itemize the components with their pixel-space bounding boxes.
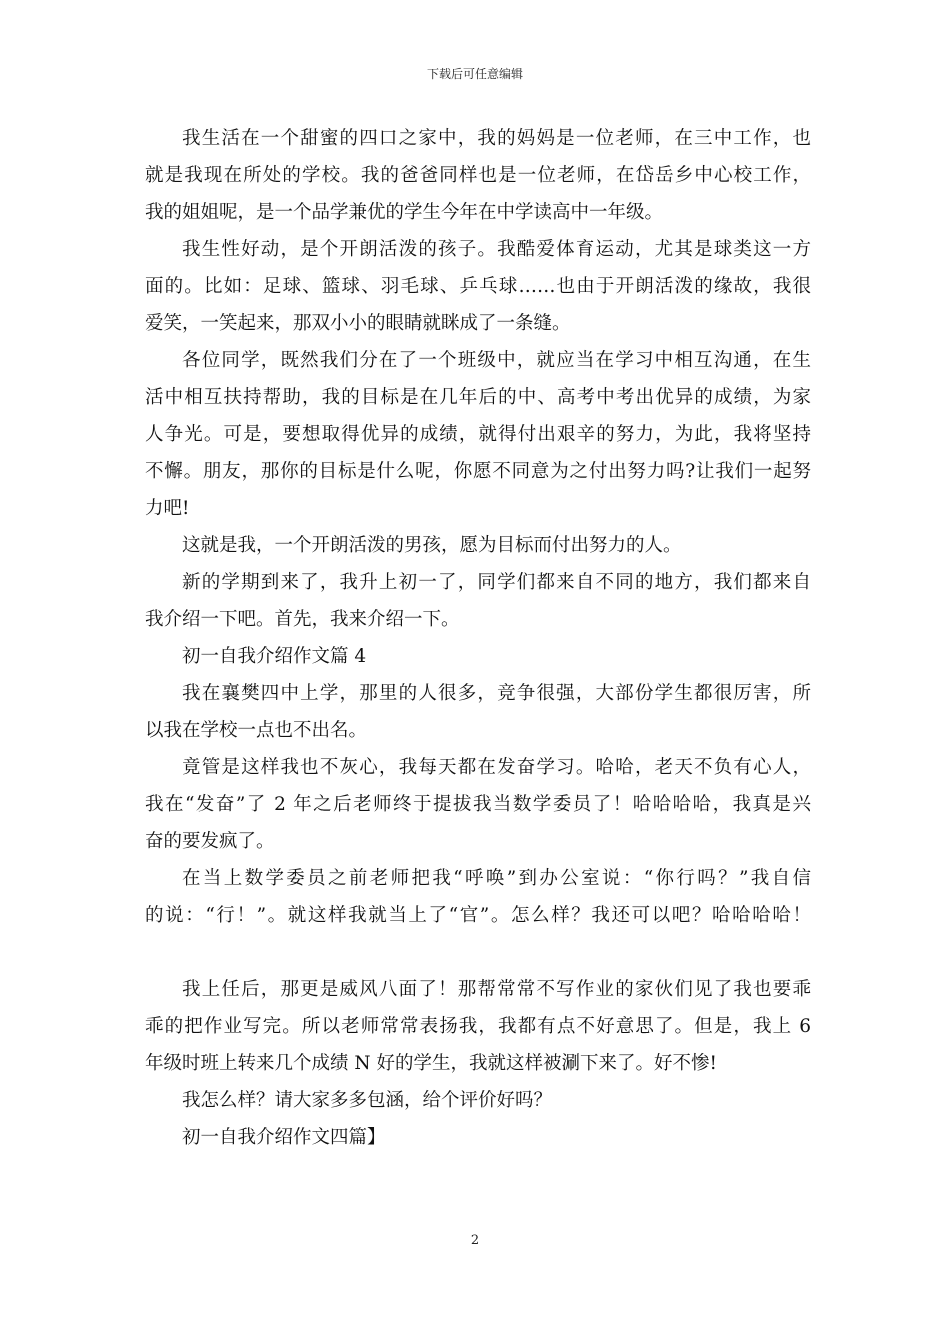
- paragraph: [145, 231, 811, 342]
- text-line: 各位同学，既然我们分在了一个班级中，就应当在学习中相互沟通，在生: [182, 350, 811, 371]
- text-line: 在当上数学委员之前老师把我“呼唤”到办公室说：“你行吗？”我自信: [182, 868, 811, 889]
- text-line: 新的学期到来了，我升上初一了，同学们都来自不同的地方，我们都来自: [182, 572, 811, 593]
- text-line: 初一自我介绍作文篇 4: [182, 646, 367, 667]
- text-line: 奋的要发疯了。: [145, 831, 275, 852]
- paragraph: [145, 675, 811, 749]
- text-line: 我在“发奋”了 2 年之后老师终于提拔我当数学委员了！哈哈哈哈，我真是兴: [145, 794, 811, 815]
- text-line: 我生性好动，是个开朗活泼的孩子。我酷爱体育运动，尤其是球类这一方: [182, 239, 811, 260]
- text-line: 我的姐姐呢，是一个品学兼优的学生今年在中学读高中一年级。: [145, 202, 664, 223]
- blank-line: [145, 934, 811, 971]
- text-line: 我上任后，那更是威风八面了！那帮常常不写作业的家伙们见了我也要乖: [182, 979, 811, 1000]
- text-line: 活中相互扶持帮助，我的目标是在几年后的中、高考中考出优异的成绩，为家: [145, 387, 811, 408]
- paragraph: [145, 749, 811, 860]
- page-number: 2: [470, 1233, 480, 1248]
- text-line: 我介绍一下吧。首先，我来介绍一下。: [145, 609, 460, 630]
- text-line: 人争光。可是，要想取得优异的成绩，就得付出艰辛的努力，为此，我将坚持: [145, 424, 811, 445]
- text-line: 的说：“行！”。就这样我就当上了“官”。怎么样？我还可以吧？哈哈哈哈！: [145, 905, 811, 926]
- text-line: 年级时班上转来几个成绩 N 好的学生，我就这样被涮下来了。好不惨!: [145, 1053, 717, 1074]
- text-line: 我生活在一个甜蜜的四口之家中，我的妈妈是一位老师，在三中工作，也: [182, 128, 811, 149]
- section-heading: [145, 1119, 811, 1156]
- paragraph: [145, 971, 811, 1082]
- text-line: 初一自我介绍作文四篇】: [182, 1127, 386, 1148]
- paragraph: [145, 1082, 811, 1119]
- page-header: 下载后可任意编辑: [426, 67, 523, 81]
- paragraph: [145, 120, 811, 231]
- text-line: 以我在学校一点也不出名。: [145, 720, 368, 741]
- paragraph: [145, 527, 811, 564]
- text-line: 乖的把作业写完。所以老师常常表扬我，我都有点不好意思了。但是，我上 6: [145, 1016, 811, 1037]
- paragraph: [145, 860, 811, 934]
- text-line: 这就是我，一个开朗活泼的男孩，愿为目标而付出努力的人。: [182, 535, 682, 556]
- text-line: 不懈。朋友，那你的目标是什么呢，你愿不同意为之付出努力吗?让我们一起努: [145, 461, 811, 482]
- text-line: 力吧!: [145, 498, 190, 519]
- text-line: 竟管是这样我也不灰心，我每天都在发奋学习。哈哈，老天不负有心人，: [182, 757, 811, 778]
- text-line: 我在襄樊四中上学，那里的人很多，竞争很强，大部份学生都很厉害，所: [182, 683, 811, 704]
- paragraph: [145, 342, 811, 527]
- text-line: 爱笑，一笑起来，那双小小的眼睛就眯成了一条缝。: [145, 313, 571, 334]
- text-line: 面的。比如：足球、篮球、羽毛球、乒乓球……也由于开朗活泼的缘故，我很: [145, 276, 811, 297]
- document-body: [145, 120, 811, 1156]
- text-line: 就是我现在所处的学校。我的爸爸同样也是一位老师，在岱岳乡中心校工作，: [145, 165, 811, 186]
- text-line: 我怎么样？请大家多多包涵，给个评价好吗？: [182, 1090, 553, 1111]
- paragraph: [145, 564, 811, 638]
- section-heading: [145, 638, 811, 675]
